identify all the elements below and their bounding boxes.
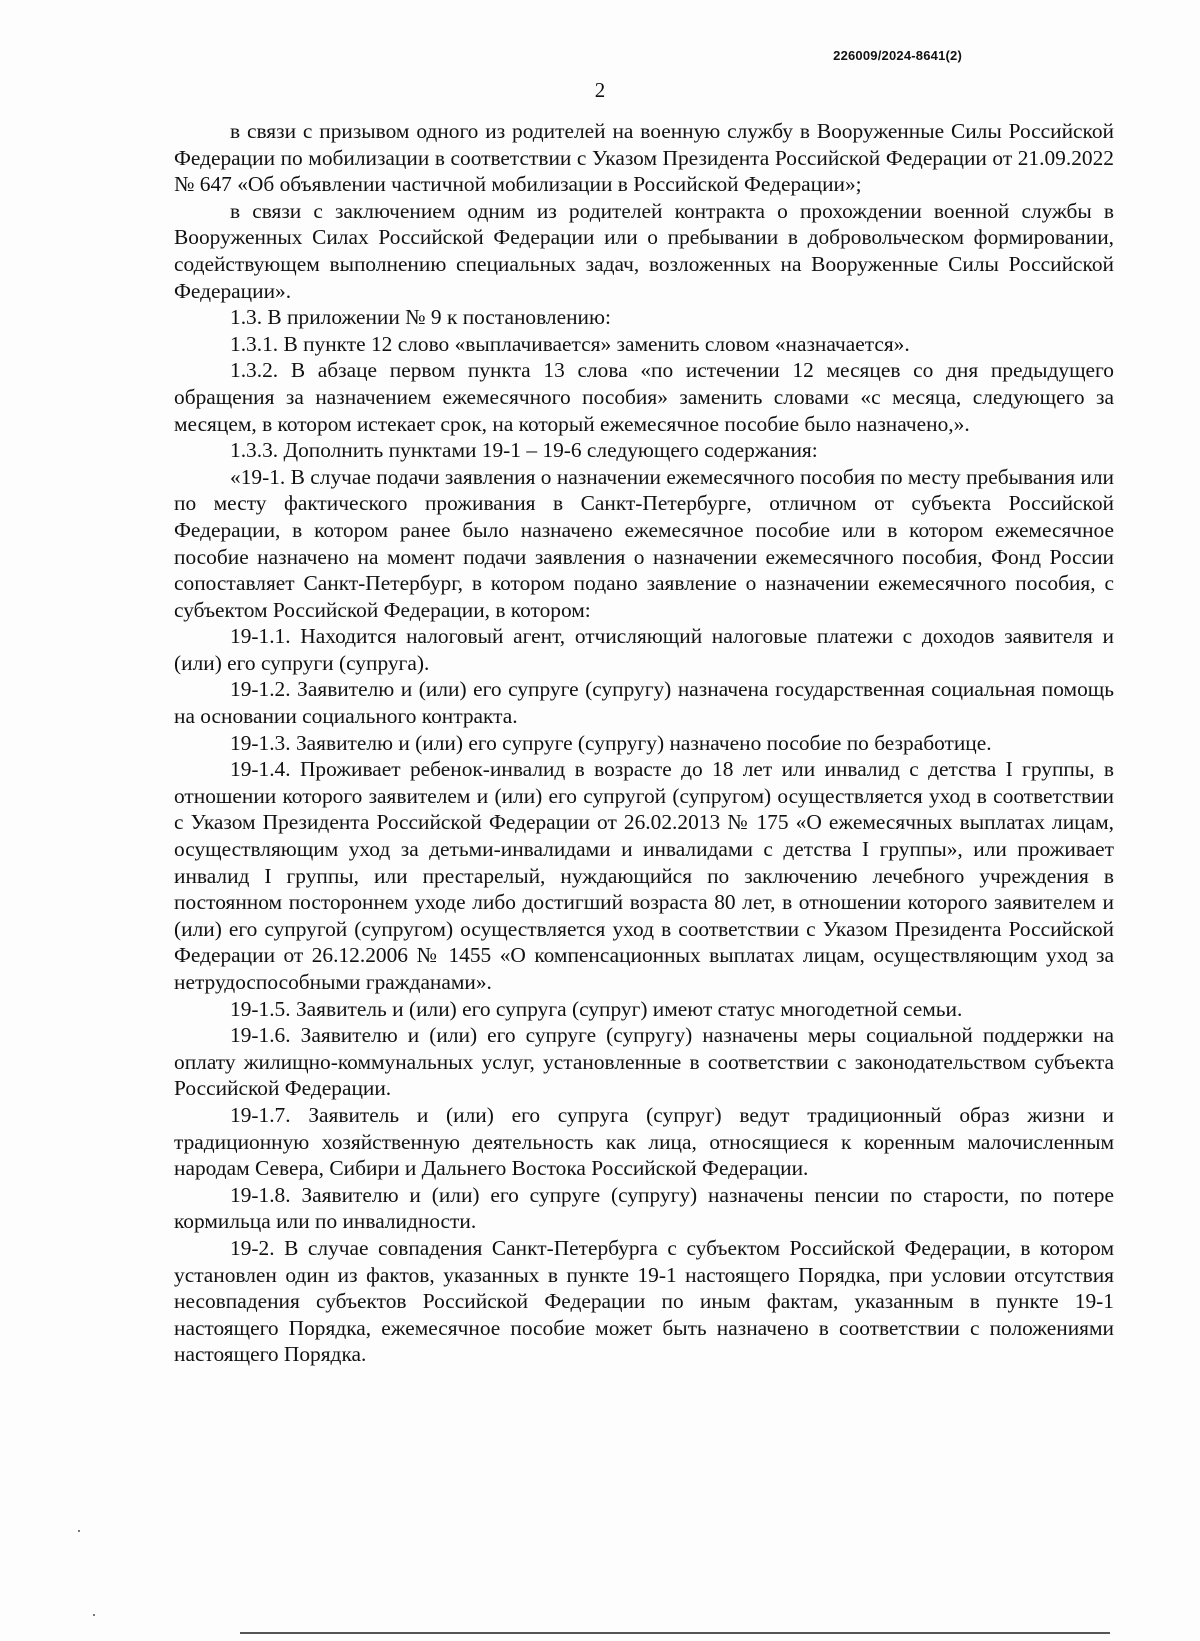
paragraph-19-1: «19-1. В случае подачи заявления о назначении ежемесячного пособия по месту пребывания или по месту фактического проживания в Санкт-Петербурге, отличном от субъекта Российской Федерации, в котором ранее было назначено ежемесячное пособие или в котором ежемесячное пособие назначено на момент подачи заявления о назначении ежемесячного пособия, Фонд России сопоставляет Санкт-Петербург, в котором подано заявление о назначении ежемесячного пособия, с субъектом Российской Федерации, в котором: xyxy=(174,464,1114,622)
document-registration-number: 226009/2024-8641(2) xyxy=(833,48,962,63)
paragraph-19-1-5: 19-1.5. Заявитель и (или) его супруга (супруг) имеют статус многодетной семьи. xyxy=(230,996,963,1021)
paragraph-1-3: 1.3. В приложении № 9 к постановлению: xyxy=(230,305,611,330)
scan-speck xyxy=(78,1530,80,1532)
paragraph-19-1-6: 19-1.6. Заявителю и (или) его супруге (супругу) назначены меры социальной поддержки на оплату жилищно-коммунальных услуг, установленные в соответствии с законодательством субъекта Российской Федерации. xyxy=(174,1023,1114,1101)
document-body xyxy=(174,118,1114,1368)
scan-bottom-edge xyxy=(240,1632,1110,1634)
paragraph-1-3-1: 1.3.1. В пункте 12 слово «выплачивается» заменить словом «назначается». xyxy=(230,331,910,356)
paragraph-mobilization-clause: в связи с призывом одного из родителей на военную службу в Вооруженные Силы Российской Федерации по мобилизации в соответствии с Указом Президента Российской Федерации от 21.09.2022 № 647 «Об объявлении частичной мобилизации в Российской Федерации»; xyxy=(174,119,1114,197)
paragraph-19-1-4: 19-1.4. Проживает ребенок-инвалид в возрасте до 18 лет или инвалид с детства I группы, в отношении которого заявителем и (или) его супругой (супругом) осуществляется уход в соответствии с Указом Президента Российской Федерации от 26.02.2013 № 175 «О ежемесячных выплатах лицам, осуществляющим уход за детьми-инвалидами и инвалидами с детства I группы», или проживает инвалид I группы, или престарелый, нуждающийся по заключению лечебного учреждения в постоянном постороннем уходе либо достигший возраста 80 лет, в отношении которого заявителем и (или) его супругой (супругом) осуществляется уход в соответствии с Указом Президента Российской Федерации от 26.12.2006 № 1455 «О компенсационных выплатах лицам, осуществляющим уход за нетрудоспособными гражданами». xyxy=(174,757,1114,994)
paragraph-19-1-2: 19-1.2. Заявителю и (или) его супруге (супругу) назначена государственная социальная помощь на основании социального контракта. xyxy=(174,677,1114,729)
scan-speck xyxy=(93,1614,95,1616)
paragraph-19-2: 19-2. В случае совпадения Санкт-Петербурга с субъектом Российской Федерации, в котором установлен один из фактов, указанных в пункте 19-1 настоящего Порядка, при условии отсутствия несовпадения субъектов Российской Федерации по иным фактам, указанным в пункте 19-1 настоящего Порядка, ежемесячное пособие может быть назначено в соответствии с положениями настоящего Порядка. xyxy=(174,1235,1114,1367)
paragraph-19-1-8: 19-1.8. Заявителю и (или) его супруге (супругу) назначены пенсии по старости, по потере кормильца или по инвалидности. xyxy=(174,1182,1114,1234)
paragraph-1-3-2: 1.3.2. В абзаце первом пункта 13 слова «по истечении 12 месяцев со дня предыдущего обращения за назначением ежемесячного пособия» заменить словами «с месяца, следующего за месяцем, в котором истекает срок, на который ежемесячное пособие было назначено,». xyxy=(174,358,1114,436)
paragraph-19-1-1: 19-1.1. Находится налоговый агент, отчисляющий налоговые платежи с доходов заявителя и (или) его супруги (супруга). xyxy=(174,624,1114,675)
page-number: 2 xyxy=(594,78,606,102)
paragraph-19-1-7: 19-1.7. Заявитель и (или) его супруга (супруг) ведут традиционный образ жизни и традиционную хозяйственную деятельность как лица, относящиеся к коренным малочисленным народам Севера, Сибири и Дальнего Востока Российской Федерации. xyxy=(174,1102,1114,1181)
paragraph-19-1-3: 19-1.3. Заявителю и (или) его супруге (супругу) назначено пособие по безработице. xyxy=(230,730,992,755)
paragraph-contract-clause: в связи с заключением одним из родителей контракта о прохождении военной службы в Вооруженных Силах Российской Федерации или о пребывании в добровольческом формировании, содействующем выполнению специальных задач, возложенных на Вооруженные Силы Российской Федерации». xyxy=(174,198,1114,303)
paragraph-1-3-3: 1.3.3. Дополнить пунктами 19-1 – 19-6 следующего содержания: xyxy=(230,438,818,463)
